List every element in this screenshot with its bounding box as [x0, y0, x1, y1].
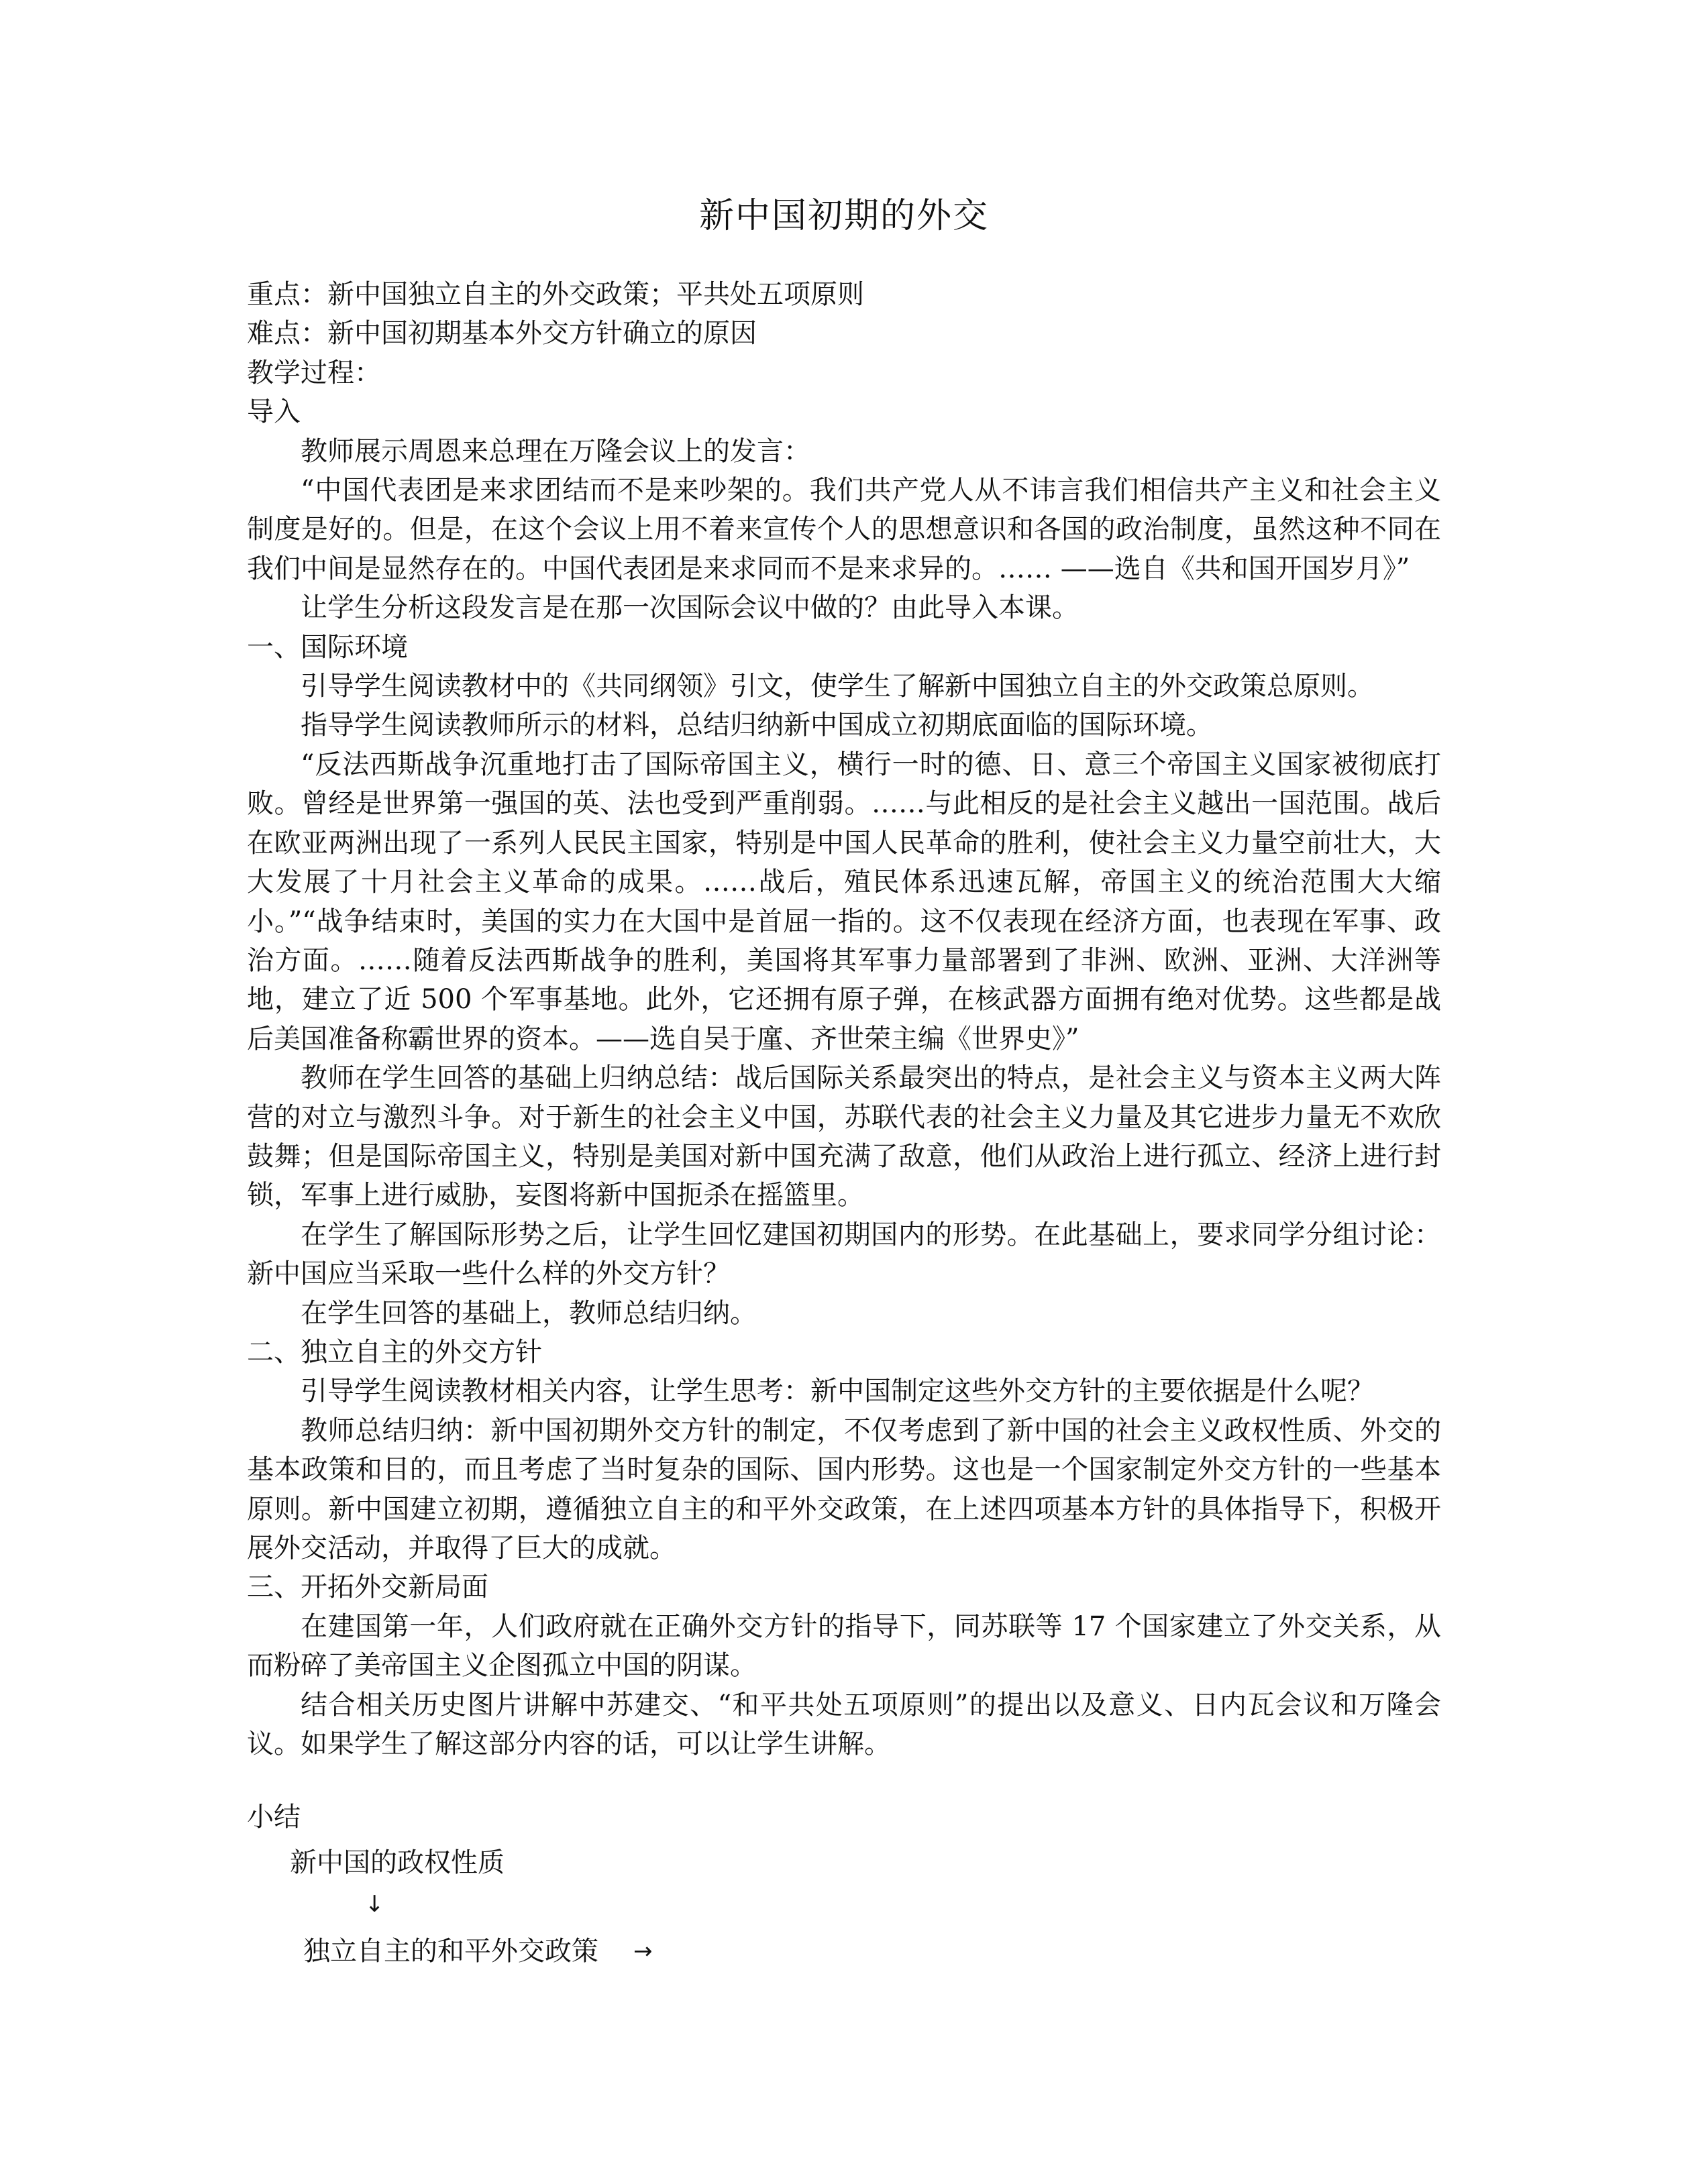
section-paragraph: 教师在学生回答的基础上归纳总结：战后国际关系最突出的特点，是社会主义与资本主义两大阵营的对立与激烈斗争。对于新生的社会主义中国，苏联代表的社会主义力量及其它进步力量无不欢欣鼓舞；但是国际帝国主义，特别是美国对新中国充满了敌意，他们从政治上进行孤立、经济上进行封锁，军事上进行威胁，妄图将新中国扼杀在摇篮里。: [247, 1062, 1441, 1211]
intro-paragraph: 教师展示周恩来总理在万隆会议上的发言：: [301, 435, 810, 467]
page-title: 新中国初期的外交: [698, 196, 989, 236]
process-label: 教学过程：: [247, 357, 381, 388]
intro-paragraph: 让学生分析这段发言是在那一次国际会议中做的？由此导入本课。: [301, 592, 1079, 624]
intro-quote: “中国代表团是来求团结而不是来吵架的。我们共产党人从不讳言我们相信共产主义和社会主义制度是好的。但是，在这个会议上用不着来宣传个人的思想意识和各国的政治制度，虽然这种不同在我们中间是显然存在的。中国代表团是来求同而不是来求异的。…… ——选自《共和国开国岁月》”: [247, 475, 1441, 584]
summary-node-policy: 独立自主的和平外交政策: [303, 1936, 598, 1967]
section-paragraph: 在建国第一年，人们政府就在正确外交方针的指导下，同苏联等 17 个国家建立了外交关系，从而粉碎了美帝国主义企图孤立中国的阴谋。: [247, 1610, 1441, 1682]
section-paragraph: 引导学生阅读教材中的《共同纲领》引文，使学生了解新中国独立自主的外交政策总原则。: [301, 671, 1374, 702]
section-heading: 一、国际环境: [247, 631, 408, 663]
section-paragraph: 教师总结归纳：新中国初期外交方针的制定，不仅考虑到了新中国的社会主义政权性质、外交的基本政策和目的，而且考虑了当时复杂的国际、国内形势。这也是一个国家制定外交方针的一些基本原则。新中国建立初期，遵循独立自主的和平外交政策，在上述四项基本方针的具体指导下，积极开展外交活动，并取得了巨大的成就。: [247, 1415, 1441, 1564]
section-paragraph: 在学生了解国际形势之后，让学生回忆建国初期国内的形势。在此基础上，要求同学分组讨论：新中国应当采取一些什么样的外交方针？: [247, 1219, 1441, 1290]
summary-heading: 小结: [247, 1802, 301, 1833]
intro-heading: 导入: [247, 396, 301, 428]
arrow-down-icon: ↓: [365, 1891, 384, 1918]
difficulty-point: 难点：新中国初期基本外交方针确立的原因: [247, 318, 757, 349]
section-paragraph: 结合相关历史图片讲解中苏建交、“和平共处五项原则”的提出以及意义、日内瓦会议和万隆会议。如果学生了解这部分内容的话，可以让学生讲解。: [247, 1689, 1441, 1760]
section-paragraph: 在学生回答的基础上，教师总结归纳。: [301, 1297, 757, 1329]
section-heading: 二、独立自主的外交方针: [247, 1336, 542, 1368]
section-quote: “反法西斯战争沉重地打击了国际帝国主义，横行一时的德、日、意三个帝国主义国家被彻底打败。曾经是世界第一强国的英、法也受到严重削弱。……与此相反的是社会主义越出一国范围。战后在欧亚两洲出现了一系列人民民主国家，特别是中国人民革命的胜利，使社会主义力量空前壮大，大大发展了十月社会主义革命的成果。……战后，殖民体系迅速瓦解，帝国主义的统治范围大大缩小。”“战争结束时，美国的实力在大国中是首屈一指的。这不仅表现在经济方面，也表现在军事、政治方面。……随着反法西斯战争的胜利，美国将其军事力量部署到了非洲、欧洲、亚洲、大洋洲等地，建立了近 500 个军事基地。此外，它还拥有原子弹，在核武器方面拥有绝对优势。这些都是战后美国准备称霸世界的资本。——选自吴于廑、齐世荣主编《世界史》”: [247, 749, 1441, 1054]
summary-node-regime: 新中国的政权性质: [290, 1847, 505, 1878]
section-paragraph: 引导学生阅读教材相关内容，让学生思考：新中国制定这些外交方针的主要依据是什么呢？: [301, 1376, 1374, 1407]
section-paragraph: 指导学生阅读教师所示的材料，总结归纳新中国成立初期底面临的国际环境。: [301, 710, 1213, 741]
section-heading: 三、开拓外交新局面: [247, 1572, 488, 1603]
lesson-body: [247, 275, 1441, 1763]
arrow-right-icon: →: [633, 1938, 653, 1965]
key-point: 重点：新中国独立自主的外交政策；平共处五项原则: [247, 279, 864, 310]
